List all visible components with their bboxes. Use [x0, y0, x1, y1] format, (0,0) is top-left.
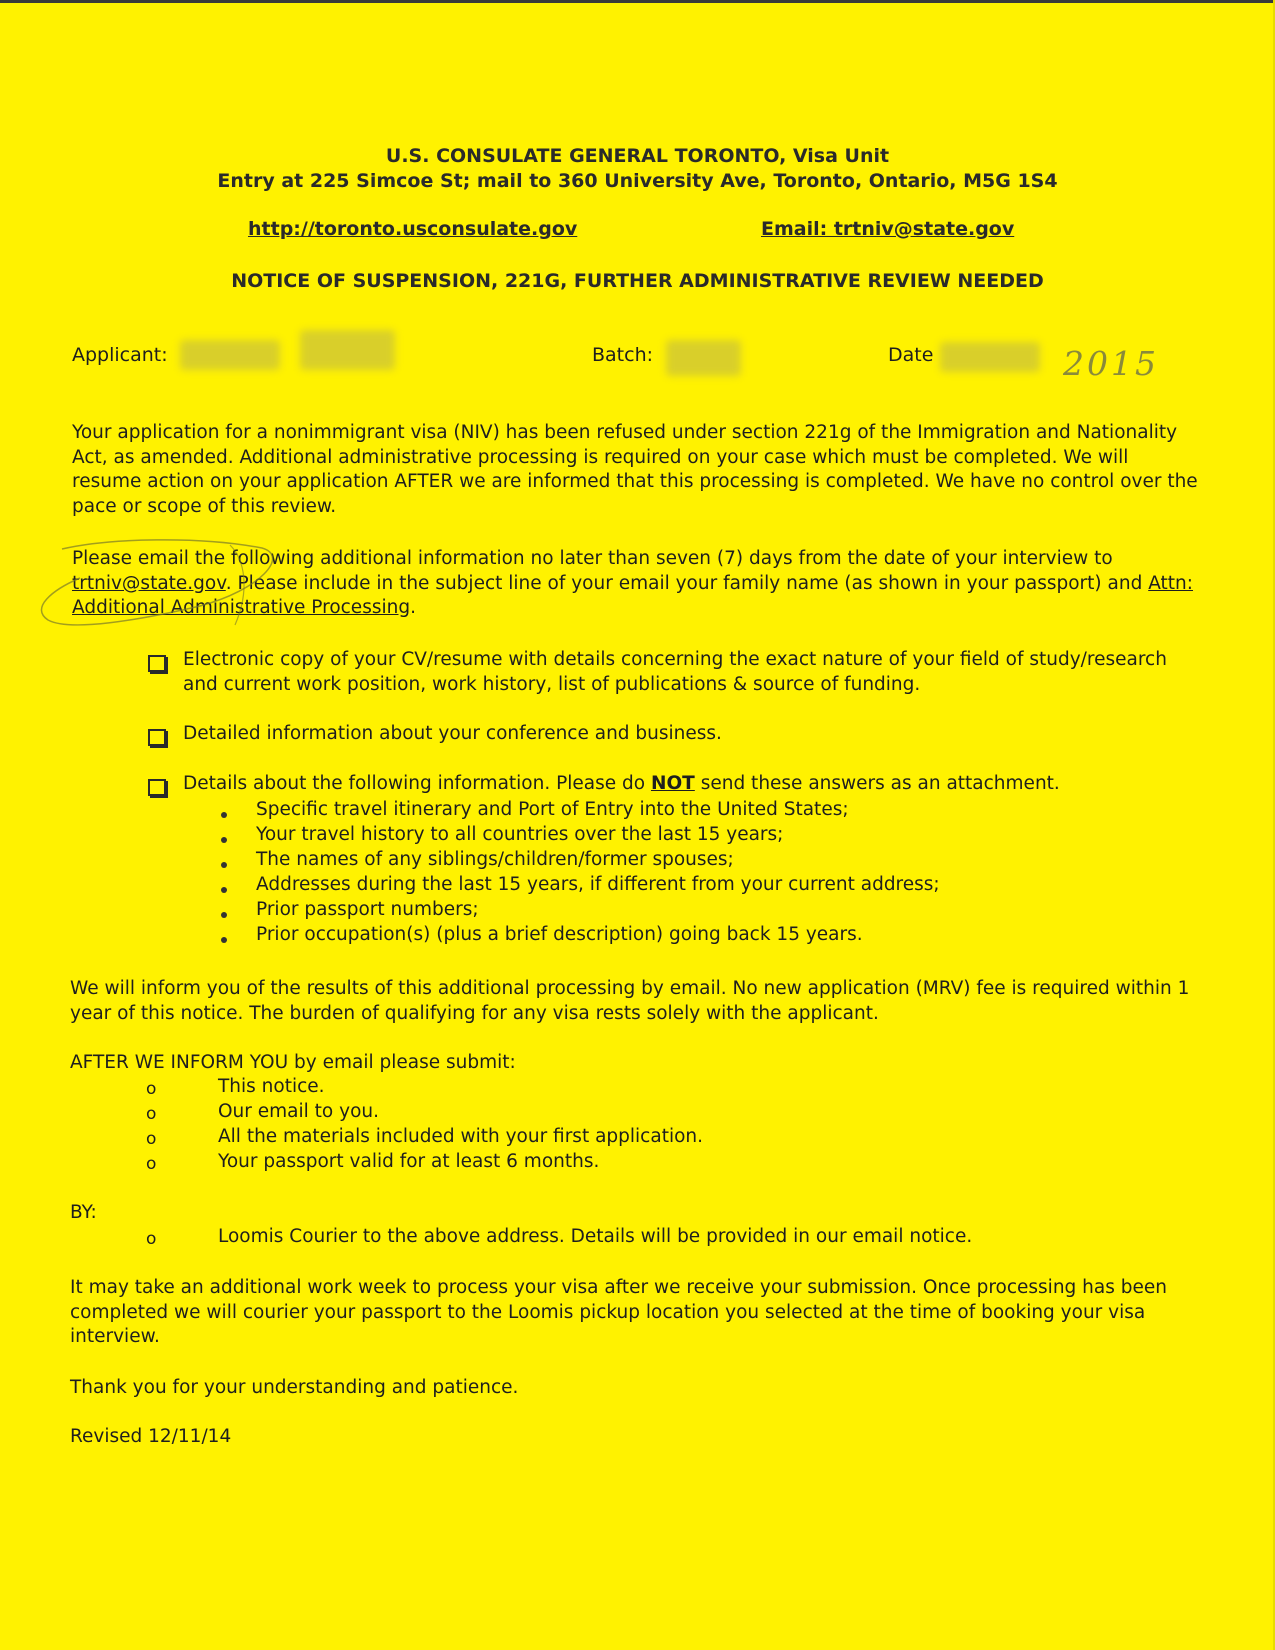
bullet-dot	[221, 812, 227, 818]
email-link[interactable]: Email: trtniv@state.gov	[761, 218, 1015, 240]
thank-you-line: Thank you for your understanding and patience.	[70, 1377, 519, 1398]
paragraph-email-request: Please email the following additional information no later than seven (7) days from the date of your interview to trtniv@state.gov. Please include in the subject line of your email your family name (as shown in your passport) and Attn: Additional Administrative Processing.	[72, 548, 1193, 618]
after-heading: AFTER WE INFORM YOU by email please submit:	[70, 1052, 516, 1073]
bullet-item-occupations: Prior occupation(s) (plus a brief description) going back 15 years.	[256, 924, 863, 945]
checklist-item-details: Details about the following information. Please do NOT send these answers as an attachment.	[183, 773, 1060, 794]
bullet-item-addresses: Addresses during the last 15 years, if different from your current address;	[256, 874, 940, 895]
paragraph-results: We will inform you of the results of this additional processing by email. No new application (MRV) fee is required within 1 year of this notice. The burden of qualifying for any visa rests solely with the applicant.	[70, 978, 1190, 1024]
bullet-dot	[221, 862, 227, 868]
after-item-materials: All the materials included with your first application.	[218, 1126, 704, 1147]
redacted-date	[940, 342, 1040, 372]
website-link[interactable]: http://toronto.usconsulate.gov	[248, 218, 578, 240]
revised-date: Revised 12/11/14	[70, 1426, 232, 1447]
scan-top-edge	[0, 0, 1275, 3]
list-marker: o	[146, 1229, 157, 1249]
by-label: BY:	[70, 1202, 97, 1223]
checkbox-details	[148, 779, 166, 796]
checkbox-conference	[148, 729, 166, 746]
redacted-applicant-first	[180, 340, 280, 370]
after-item-passport: Your passport valid for at least 6 months.	[218, 1151, 600, 1172]
list-marker: o	[146, 1129, 157, 1149]
bullet-item-itinerary: Specific travel itinerary and Port of Entry into the United States;	[256, 799, 849, 820]
notice-title: NOTICE OF SUSPENSION, 221G, FURTHER ADMINISTRATIVE REVIEW NEEDED	[231, 270, 1044, 292]
checkbox-cv	[148, 655, 166, 672]
bullet-item-family: The names of any siblings/children/former spouses;	[256, 849, 734, 870]
after-item-notice: This notice.	[218, 1076, 325, 1097]
paragraph-processing: It may take an additional work week to process your visa after we receive your submission. Once processing has been completed we will courier your passport to the Loomis pickup location you selected at the time of booking your visa interview.	[70, 1277, 1167, 1347]
list-marker: o	[146, 1079, 157, 1099]
list-marker: o	[146, 1154, 157, 1174]
header-line-2: Entry at 225 Simcoe St; mail to 360 University Ave, Toronto, Ontario, M5G 1S4	[217, 170, 1058, 192]
by-item-loomis: Loomis Courier to the above address. Details will be provided in our email notice.	[218, 1226, 973, 1247]
bullet-dot	[221, 837, 227, 843]
bullet-dot	[221, 937, 227, 943]
bullet-dot	[221, 912, 227, 918]
paragraph-refusal: Your application for a nonimmigrant visa (NIV) has been refused under section 221g of the Immigration and Nationality Act, as amended. Additional administrative processing is required on your case which must be completed. We will resume action on your application AFTER we are informed that this processing is completed. We have no control over the pace or scope of this review.	[72, 422, 1198, 517]
redacted-batch	[666, 340, 741, 376]
bullet-item-travel-history: Your travel history to all countries over the last 15 years;	[256, 824, 784, 845]
after-item-email: Our email to you.	[218, 1101, 379, 1122]
bullet-dot	[221, 887, 227, 893]
bullet-item-passports: Prior passport numbers;	[256, 899, 479, 920]
checklist-item-cv: Electronic copy of your CV/resume with details concerning the exact nature of your field of study/research and current work position, work history, list of publications & source of funding.	[183, 649, 1167, 695]
list-marker: o	[146, 1104, 157, 1124]
request-email-link[interactable]: trtniv@state.gov	[72, 572, 226, 594]
checklist-item-conference: Detailed information about your conference and business.	[183, 723, 722, 744]
handwritten-year: 2015	[1063, 344, 1159, 383]
date-label: Date	[888, 344, 934, 366]
applicant-label: Applicant:	[72, 344, 168, 366]
header-line-1: U.S. CONSULATE GENERAL TORONTO, Visa Unit	[385, 145, 890, 167]
batch-label: Batch:	[592, 344, 654, 366]
redacted-applicant-last	[300, 330, 395, 370]
